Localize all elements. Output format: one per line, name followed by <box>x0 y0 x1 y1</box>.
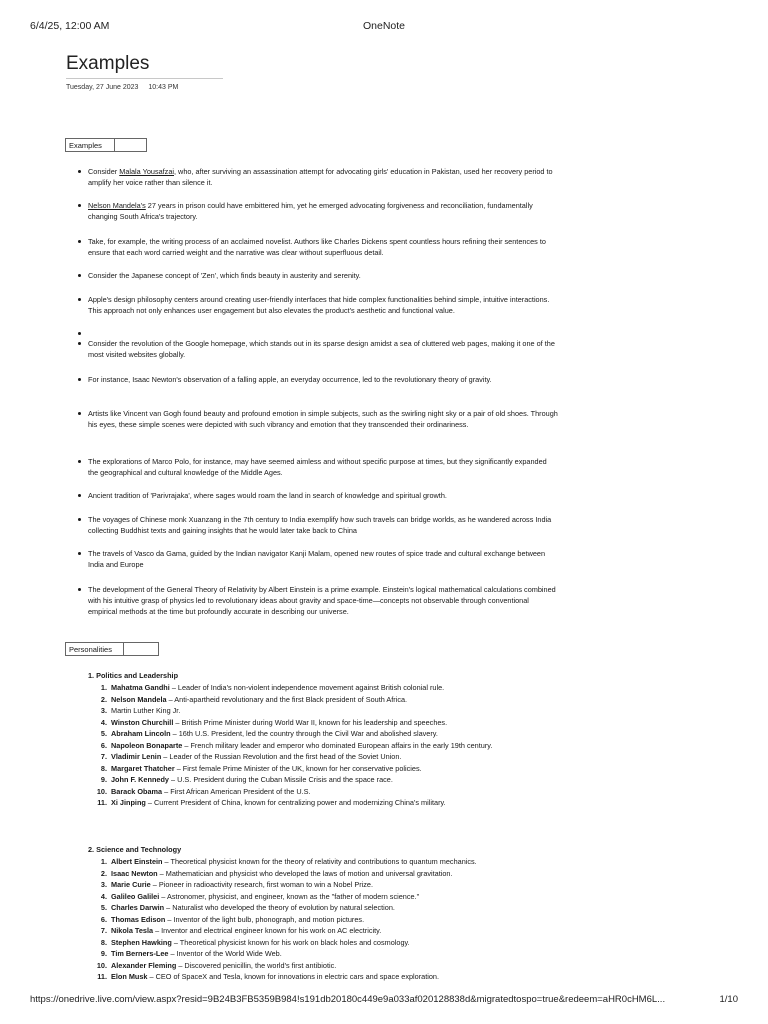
personality-item[interactable] <box>97 960 557 972</box>
personality-description: – Leader of India's non-violent independence movement against British colonial rule. <box>169 683 445 692</box>
personality-item[interactable] <box>97 914 557 926</box>
personality-name: Marie Curie <box>111 880 151 889</box>
personality-item[interactable] <box>97 856 557 868</box>
item-number: 2. <box>100 868 107 878</box>
underlined-name: Nelson Mandela's <box>88 201 146 210</box>
personality-name: Xi Jinping <box>111 798 146 807</box>
personality-name: Winston Churchill <box>111 717 174 727</box>
personality-description: – CEO of SpaceX and Tesla, known for innovations in electric cars and space exploration. <box>147 972 439 981</box>
tag-empty-cell[interactable] <box>123 642 124 656</box>
item-number: 5. <box>100 903 107 912</box>
personality-description: – Discovered penicillin, the world's first antibiotic. <box>176 960 337 970</box>
personality-description: – Anti-apartheid revolutionary and the first Black president of South Africa. <box>166 694 408 704</box>
bullet-text: Apple's design philosophy centers around creating user-friendly interfaces that hide complex functionalities behind simple, intuitive interactions. This approach not only enhances user engagement but also elevates the product's aesthetic and functional value. <box>88 295 550 315</box>
personality-name: Thomas Edison <box>111 914 166 924</box>
page-date: Tuesday, 27 June 2023 <box>66 84 139 91</box>
item-number: 7. <box>100 752 107 761</box>
personality-item[interactable] <box>97 891 557 903</box>
personality-description: – Mathematician and physicist who developed the laws of motion and universal gravitation. <box>157 868 453 878</box>
bullet-item[interactable] <box>88 294 558 316</box>
item-number: 6. <box>100 740 107 750</box>
personality-name: Charles Darwin <box>111 903 165 912</box>
personality-description: – Pioneer in radioactivity research, first woman to win a Nobel Prize. <box>150 880 373 889</box>
personality-name: Margaret Thatcher <box>111 763 175 773</box>
personality-name: Elon Musk <box>111 972 148 981</box>
bullet-item[interactable] <box>88 548 558 570</box>
print-datetime: 6/4/25, 12:00 AM <box>30 20 110 32</box>
personality-item[interactable] <box>97 902 557 914</box>
examples-tag-table[interactable] <box>65 138 147 152</box>
bullet-text: Consider the Japanese concept of 'Zen', which finds beauty in austerity and serenity. <box>88 271 361 280</box>
personalities-tag-table[interactable] <box>65 642 159 656</box>
personality-item[interactable] <box>97 717 557 729</box>
title-divider <box>66 78 223 79</box>
personality-name: John F. Kennedy <box>111 775 169 784</box>
personality-item[interactable] <box>97 751 557 763</box>
personality-description: – U.S. President during the Cuban Missile Crisis and the space race. <box>168 775 393 784</box>
bullet-text: Ancient tradition of 'Parivrajaka', where sages would roam the land in search of knowledge and spiritual growth. <box>88 491 447 500</box>
personality-item[interactable] <box>97 971 557 983</box>
personality-description: – Theoretical physicist known for his work on black holes and cosmology. <box>171 937 410 947</box>
personality-item[interactable] <box>97 740 557 752</box>
bullet-text: The travels of Vasco da Gama, guided by the Indian navigator Kanji Malam, opened new routes of spice trade and cultural exchange between India and Europe <box>88 549 546 569</box>
footer-url: https://onedrive.live.com/view.aspx?resid=9B24B3FB5359B984!s191db20180c449e9a033af020128838d&migratedtospo=true&redeem=aHR0cHM6L... <box>30 994 666 1005</box>
politics-list <box>97 682 557 809</box>
item-number: 1. <box>100 857 107 866</box>
personality-item[interactable] <box>97 868 557 880</box>
personality-item[interactable] <box>97 728 557 740</box>
group-title: 1. Politics and Leadership <box>88 671 179 680</box>
personality-name: Abraham Lincoln <box>111 729 171 738</box>
bullet-item[interactable] <box>88 456 558 478</box>
item-number: 1. <box>100 683 107 692</box>
personality-name: Tim Berners-Lee <box>111 949 169 958</box>
personality-item[interactable] <box>97 763 557 775</box>
bullet-text: For instance, Isaac Newton's observation of a falling apple, an everyday occurrence, led to the revolutionary theory of gravity. <box>88 375 492 384</box>
bullet-item[interactable] <box>88 166 558 188</box>
personalities-tag-label: Personalities <box>69 645 112 654</box>
item-number: 9. <box>100 949 107 958</box>
personality-name: Vladimir Lenin <box>111 752 162 761</box>
personality-name: Mahatma Gandhi <box>111 683 170 692</box>
print-app-name: OneNote <box>362 20 406 32</box>
bullet-item[interactable] <box>88 338 558 360</box>
personality-description: – Astronomer, physicist, and engineer, known as the "father of modern science." <box>159 891 420 901</box>
item-number: 2. <box>100 694 107 704</box>
personality-name: Stephen Hawking <box>111 937 172 947</box>
group-title: 2. Science and Technology <box>88 845 182 854</box>
personality-description: – French military leader and emperor who dominated European affairs in the early 19th century. <box>182 740 493 750</box>
personality-item[interactable] <box>97 797 557 809</box>
bullet-item[interactable] <box>88 270 558 281</box>
item-number: 5. <box>100 729 107 738</box>
bullet-text: The voyages of Chinese monk Xuanzang in the 7th century to India exemplify how such travels can bridge worlds, as he wandered across India collecting Buddhist texts and gaining insights that he would later take back to China <box>88 515 552 535</box>
science-list <box>97 856 557 983</box>
bullet-text: Take, for example, the writing process of an acclaimed novelist. Authors like Charles Dickens spent countless hours refining their sentences to ensure that each word carried weight and the narrative was clear without superfluous detail. <box>88 237 546 257</box>
item-number: 3. <box>100 880 107 889</box>
examples-tag-label: Examples <box>69 141 102 150</box>
personality-name: Barack Obama <box>111 786 163 796</box>
personality-description: – 16th U.S. President, led the country through the Civil War and abolished slavery. <box>170 729 438 738</box>
bullet-item[interactable] <box>88 200 558 222</box>
personality-name: Albert Einstein <box>111 857 163 866</box>
item-number: 4. <box>100 717 107 727</box>
bullet-text: , who, after surviving an assassination attempt for advocating girls' education in Pakistan, used her recovery period to amplify her voice rather than silence it. <box>88 167 553 187</box>
item-number: 4. <box>100 891 107 901</box>
personality-description: – Inventor of the World Wide Web. <box>168 949 282 958</box>
item-number: 11. <box>97 972 107 981</box>
page-time: 10:43 PM <box>148 84 179 91</box>
personality-description: – Inventor of the light bulb, phonograph, and motion pictures. <box>165 914 365 924</box>
personality-item[interactable] <box>97 925 557 937</box>
bullet-text: Artists like Vincent van Gogh found beauty and profound emotion in simple subjects, such as the swirling night sky or a pair of old shoes. Through his eyes, these simple scenes were depicted with such vibrancy and emotion that they transcended their ordinariness. <box>88 409 558 429</box>
personality-description: – First African American President of the U.S. <box>162 786 311 796</box>
personality-item[interactable] <box>97 879 557 891</box>
personality-description: Martin Luther King Jr. <box>111 706 181 715</box>
personality-item[interactable] <box>97 786 557 798</box>
personality-description: – First female Prime Minister of the UK, known for her conservative policies. <box>174 763 422 773</box>
personality-item[interactable] <box>97 694 557 706</box>
personality-item[interactable] <box>97 682 557 694</box>
bullet-text: Consider the revolution of the Google homepage, which stands out in its sparse design amidst a sea of cluttered web pages, making it one of the most visited websites globally. <box>88 339 555 359</box>
item-number: 10. <box>96 786 107 796</box>
item-number: 6. <box>100 914 107 924</box>
bullet-item[interactable] <box>88 374 558 385</box>
bullet-item[interactable] <box>88 490 558 501</box>
item-number: 10. <box>96 960 107 970</box>
underlined-name: Malala Yousafzai <box>119 167 174 176</box>
personality-name: Nelson Mandela <box>111 694 167 704</box>
bullet-item[interactable] <box>88 584 558 617</box>
personality-name: Nikola Tesla <box>111 926 154 935</box>
personality-description: – Current President of China, known for centralizing power and modernizing China's military. <box>145 798 446 807</box>
personality-description: – Theoretical physicist known for the theory of relativity and contributions to quantum mechanics. <box>162 857 477 866</box>
personality-item[interactable] <box>97 937 557 949</box>
bullet-text: The development of the General Theory of Relativity by Albert Einstein is a prime example. Einstein's logical mathematical calculations combined with his intuitive grasp of physics led to revolutionary ideas about gravity and space-time—concepts not observable through conventional empirical methods at the time but profoundly accurate in describing our universe. <box>88 585 556 616</box>
item-number: 3. <box>100 706 107 715</box>
item-number: 8. <box>100 937 107 947</box>
bullet-text: 27 years in prison could have embittered him, yet he emerged advocating forgiveness and reconciliation, fundamentally changing South Africa's trajectory. <box>88 201 533 221</box>
footer-page-number: 1/10 <box>719 994 738 1005</box>
item-number: 8. <box>100 763 107 773</box>
bullet-item[interactable] <box>88 514 558 536</box>
bullet-text-prefix: Consider <box>88 167 120 176</box>
personality-name: Galileo Galilei <box>111 891 160 901</box>
personality-description: – Leader of the Russian Revolution and the first head of the Soviet Union. <box>161 752 402 761</box>
personality-name: Alexander Fleming <box>111 960 177 970</box>
bullet-text: The explorations of Marco Polo, for instance, may have seemed aimless and without specific purpose at times, but they significantly expanded the geographical and cultural knowledge of the Middle Ages. <box>88 457 547 477</box>
bullet-item[interactable] <box>88 408 558 430</box>
tag-empty-cell[interactable] <box>114 138 115 152</box>
personality-item[interactable] <box>97 705 557 717</box>
item-number: 11. <box>97 798 107 807</box>
personality-name: Napoleon Bonaparte <box>111 740 183 750</box>
bullet-item[interactable] <box>88 236 558 258</box>
personality-description: – British Prime Minister during World War II, known for his leadership and speeches. <box>173 717 448 727</box>
personality-item[interactable] <box>97 774 557 786</box>
personality-description: – Naturalist who developed the theory of evolution by natural selection. <box>164 903 395 912</box>
item-number: 7. <box>100 926 107 935</box>
personality-item[interactable] <box>97 948 557 960</box>
personality-description: – Inventor and electrical engineer known for his work on AC electricity. <box>153 926 382 935</box>
page-title[interactable]: Examples <box>66 53 150 74</box>
personality-name: Isaac Newton <box>111 868 158 878</box>
item-number: 9. <box>100 775 107 784</box>
page-created <box>66 84 178 91</box>
